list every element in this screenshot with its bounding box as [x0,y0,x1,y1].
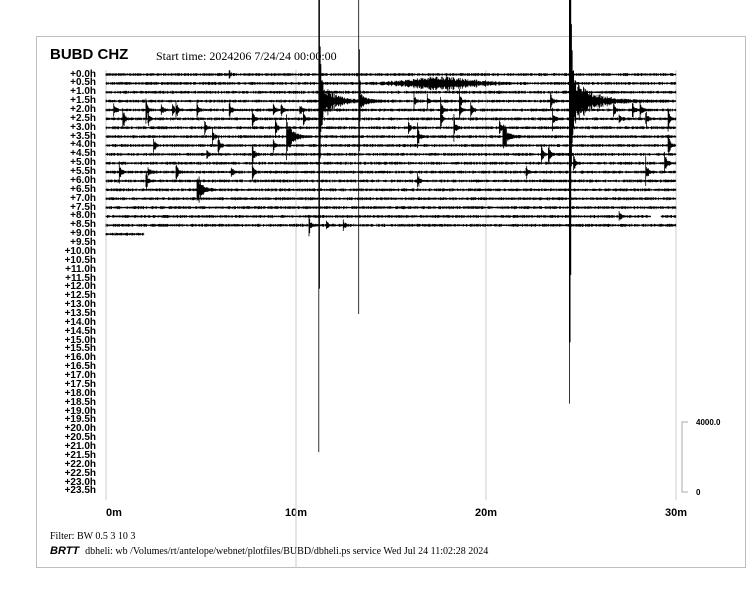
trace-row-16 [106,211,676,221]
trace-row-0 [106,70,676,79]
row-label: +11.5h [65,272,96,284]
row-label: +15.5h [64,343,96,355]
row-label: +6.5h [70,183,96,195]
row-label: +19.5h [64,414,96,426]
trace-row-1 [106,76,676,91]
row-label: +2.0h [70,103,96,115]
row-label: +13.5h [64,307,96,319]
trace-row-9 [106,145,676,165]
trace-row-14 [106,197,676,200]
row-label: +19.0h [64,405,96,417]
row-label: +10.0h [64,245,96,257]
scale-min-label: 0 [696,488,701,497]
trace-row-12 [106,172,676,190]
row-label: +5.0h [70,157,96,169]
x-tick-label: 0m [106,507,122,519]
row-label: +12.5h [64,290,96,302]
row-label: +8.0h [70,210,96,222]
filter-info: Filter: BW 0.5 3 10 3 [50,531,136,542]
station-title: BUBD CHZ [50,46,129,63]
row-label: +4.0h [70,139,96,151]
row-label: +0.5h [70,77,96,89]
row-label: +12.0h [64,281,96,293]
row-label: +17.5h [64,378,96,390]
row-label: +11.0h [65,263,96,275]
trace-row-15 [106,206,676,209]
row-label: +16.0h [64,352,96,364]
row-label: +21.5h [64,449,96,461]
x-tick-label: 30m [664,507,688,519]
row-label: +21.0h [64,441,96,453]
row-label: +22.0h [64,458,96,470]
row-label: +9.5h [70,237,96,249]
row-label: +17.0h [64,370,96,382]
row-label: +14.5h [64,325,96,337]
row-label: +14.0h [64,316,96,328]
row-label: +0.0h [70,68,96,80]
footer-info [50,545,488,557]
row-label: +18.0h [64,387,96,399]
row-label: +20.5h [64,432,96,444]
row-label: +7.0h [70,192,96,204]
trace-row-2 [106,91,676,94]
brtt-logo: BRTT [50,545,80,557]
row-label: +1.0h [70,86,96,98]
footer-text: dbheli: wb /Volumes/rt/antelope/webnet/plotfiles/BUBD/dbheli.ps service Wed Jul 24 11:02:28 2024 [85,546,489,557]
row-label: +13.0h [64,299,96,311]
row-label: +9.0h [70,228,96,240]
row-label: +10.5h [64,254,96,266]
scale-max-label: 4000.0 [696,418,721,427]
row-label: +16.5h [64,361,96,373]
start-time: Start time: 2024206 7/24/24 00:00:00 [156,49,337,63]
row-label: +15.0h [64,334,96,346]
row-label: +23.5h [64,485,96,497]
row-label: +8.5h [70,219,96,231]
row-label: +4.5h [70,148,96,160]
row-label: +6.0h [70,174,96,186]
x-tick-label: 20m [474,507,498,519]
row-label: +3.0h [70,121,96,133]
row-label: +1.5h [70,95,96,107]
x-tick-label: 10m [284,507,308,519]
row-label: +20.0h [64,423,96,435]
row-label: +22.5h [64,467,96,479]
row-label: +7.5h [70,201,96,213]
row-label: +2.5h [70,112,96,124]
amplitude-scale-bar [682,422,688,492]
row-label: +18.5h [64,396,96,408]
row-label: +5.5h [70,166,96,178]
row-label: +3.5h [70,130,96,142]
trace-row-17 [106,216,676,237]
trace-row-18 [106,233,144,236]
row-label: +23.0h [64,476,96,488]
